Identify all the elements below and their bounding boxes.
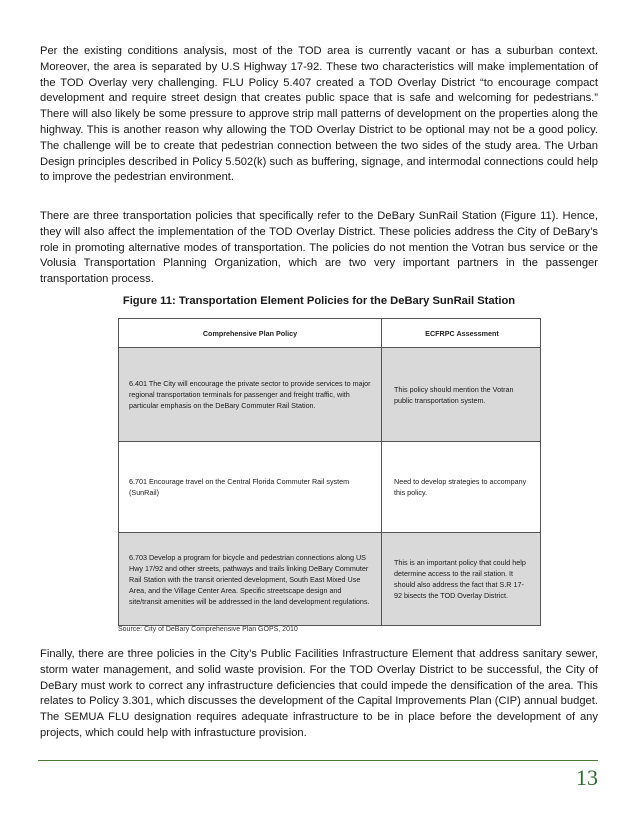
table-header-row (119, 319, 541, 348)
body-paragraph-3: Finally, there are three policies in the City’s Public Facilities Infrastructure Element that address sanitary sewer, storm water management, and solid waste provision. For the TOD Overlay District to be successful, the City of DeBary must work to correct any infrastructure deficiencies that could impede the densification of the area. This relates to Policy 3.301, which discusses the development of the Capital Improvements Plan (CIP) annual budget. The SEMUA FLU designation requires adequate infrastructure to be in place before the development of any projects, which could help with infrastucture provision. (40, 648, 598, 739)
assessment-cell: This is an important policy that could help determine access to the rail station. It should also address the fact that S.R 17-92 bisects the TOD Overlay District. (382, 533, 541, 626)
table-row (119, 442, 541, 533)
policy-cell: 6.401 The City will encourage the private sector to provide services to major regional transportation terminals for passenger and freight traffic, with particular emphasis on the DeBary Commuter Rail Station. (119, 348, 382, 442)
body-paragraph-2: There are three transportation policies that specifically refer to the DeBary SunRail Station (Figure 11). Hence, they will also affect the implementation of the TOD Overlay District. These policies address the City of DeBary’s role in promoting alternative modes of transportation. The policies do not mention the Votran bus service or the Volusia Transportation Planning Organization, which are two very important partners in the passenger transportation process. (40, 210, 598, 286)
policy-table (118, 318, 541, 626)
policy-cell: 6.703 Develop a program for bicycle and pedestrian connections along US Hwy 17/92 and other streets, pathways and trails linking DeBary Commuter Rail Station with the transit oriented development, South East Mixed Use Area, and the Village Center Area. Specific streetscape design and site/transit amenities will be addressed in the land development regulations. (119, 533, 382, 626)
figure-source: Source: City of DeBary Comprehensive Plan GOPS, 2010 (118, 626, 298, 633)
assessment-cell: This policy should mention the Votran public transportation system. (382, 348, 541, 442)
footer-rule (38, 760, 598, 761)
policy-cell: 6.701 Encourage travel on the Central Florida Commuter Rail system (SunRail) (119, 442, 382, 533)
page-number: 13 (576, 765, 598, 790)
header-policy: Comprehensive Plan Policy (119, 319, 382, 348)
table-row (119, 348, 541, 442)
assessment-cell: Need to develop strategies to accompany this policy. (382, 442, 541, 533)
body-paragraph-1: Per the existing conditions analysis, most of the TOD area is currently vacant or has a suburban context. Moreover, the area is separated by U.S Highway 17-92. These two characteristics will make implementation of the TOD Overlay very challenging. FLU Policy 5.407 created a TOD Overlay District “to encourage compact development and require street design that creates public space that is safe and welcoming for pedestrians.” There will also likely be some pressure to approve strip mall patterns of development on the properties along the highway. This is another reason why allowing the TOD Overlay District to be optional may not be a good policy. The challenge will be to create that pedestrian connection between the two sides of the study area. The Urban Design principles described in Policy 5.502(k) such as buffering, signage, and intermodal connections could help to improve the pedestrian environment. (40, 45, 598, 184)
header-assessment: ECFRPC Assessment (382, 319, 541, 348)
figure-title: Figure 11: Transportation Element Policies for the DeBary SunRail Station (122, 295, 516, 307)
table-row (119, 533, 541, 626)
